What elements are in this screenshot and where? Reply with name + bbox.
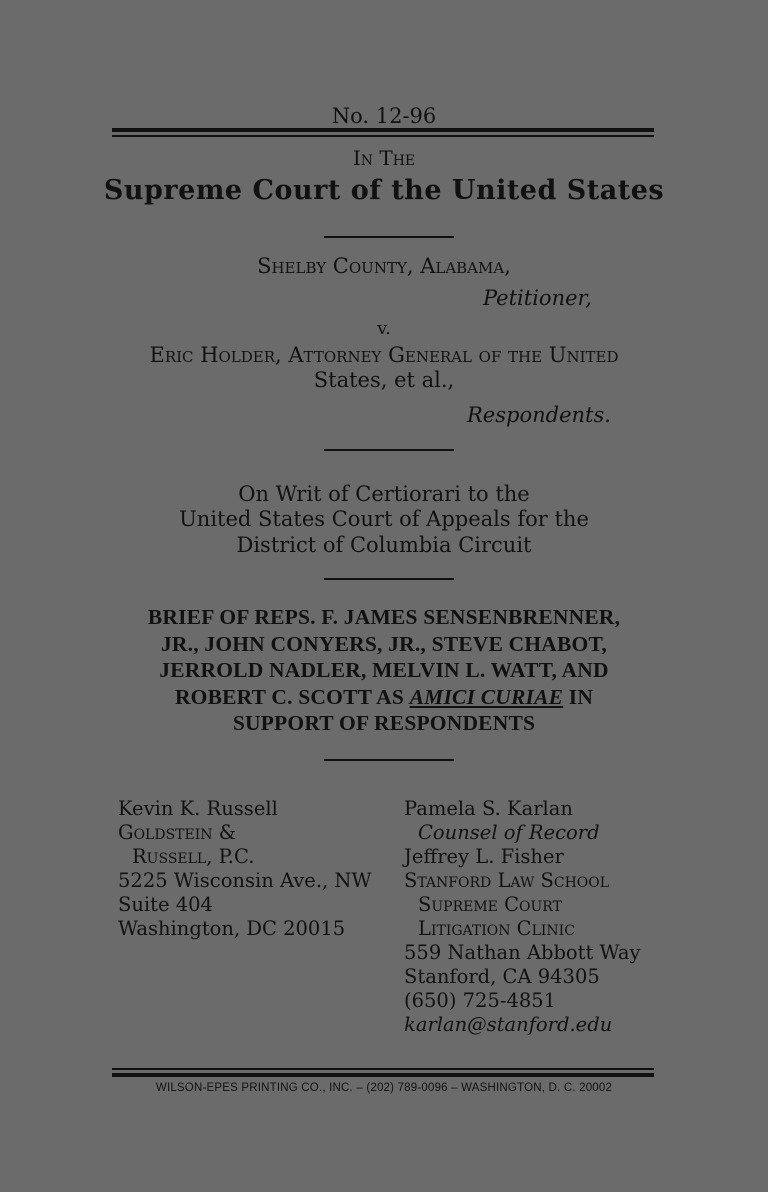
- top-rule-thick: [112, 128, 654, 132]
- brief-title-line4-pre: ROBERT C. SCOTT AS: [174, 684, 410, 709]
- petitioner-role: Petitioner,: [483, 286, 592, 310]
- bottom-rule-thick: [112, 1073, 654, 1077]
- writ-line1: On Writ of Certiorari to the: [238, 482, 530, 506]
- brief-title-line4: [0, 684, 768, 711]
- counsel-right-name: Pamela S. Karlan: [404, 797, 573, 820]
- counsel-right-clinic2: Litigation Clinic: [418, 917, 575, 940]
- court-name: Supreme Court of the United States: [103, 175, 665, 206]
- versus: v.: [377, 318, 391, 339]
- brief-title-line4-post: IN: [563, 684, 594, 709]
- respondent-role: Respondents.: [467, 403, 611, 427]
- brief-title-line1: BRIEF OF REPS. F. JAMES SENSENBRENNER,: [147, 605, 621, 629]
- counsel-right-email[interactable]: karlan@stanford.edu: [404, 1013, 613, 1036]
- counsel-left-suite: Suite 404: [118, 893, 213, 916]
- court-prefix: In The: [352, 146, 416, 170]
- counsel-right-phone: (650) 725-4851: [404, 989, 557, 1012]
- counsel-right-street: 559 Nathan Abbott Way: [404, 941, 641, 964]
- amici-curiae: AMICI CURIAE: [409, 684, 564, 709]
- counsel-left: [118, 797, 372, 941]
- respondent-name: Eric Holder, Attorney General of the United: [149, 343, 619, 367]
- divider-4: [324, 759, 454, 761]
- bottom-rule-thin: [112, 1068, 654, 1070]
- respondent-line1: [0, 343, 768, 368]
- docket-number: No. 12-96: [331, 104, 437, 128]
- brief-title: [0, 604, 768, 737]
- divider-1: [324, 236, 454, 238]
- brief-title-line2: JR., JOHN CONYERS, JR., STEVE CHABOT,: [160, 631, 608, 656]
- respondent-line2: States, et al.,: [313, 368, 455, 392]
- printer-line: WILSON-EPES PRINTING CO., INC. – (202) 789-0096 – WASHINGTON, D. C. 20002: [155, 1082, 613, 1094]
- counsel-left-firm1: Goldstein &: [118, 821, 237, 844]
- divider-2: [324, 449, 454, 451]
- brief-title-line3: JERROLD NADLER, MELVIN L. WATT, AND: [159, 658, 609, 682]
- top-rule-thin: [112, 135, 654, 137]
- writ-line3: District of Columbia Circuit: [236, 533, 532, 557]
- brief-title-line5: SUPPORT OF RESPONDENTS: [232, 711, 536, 735]
- divider-3: [324, 578, 454, 580]
- counsel-left-name: Kevin K. Russell: [118, 797, 278, 820]
- counsel-right-clinic1: Supreme Court: [418, 893, 562, 916]
- counsel-right-city: Stanford, CA 94305: [404, 965, 600, 988]
- counsel-left-street: 5225 Wisconsin Ave., NW: [118, 869, 372, 892]
- counsel-right-school: Stanford Law School: [404, 869, 610, 892]
- counsel-left-firm2: Russell, P.C.: [132, 845, 255, 868]
- counsel-right: [404, 797, 641, 1037]
- writ-line2: United States Court of Appeals for the: [179, 507, 589, 531]
- counsel-of-record: Counsel of Record: [418, 821, 600, 844]
- petitioner-name: Shelby County, Alabama,: [257, 254, 511, 278]
- counsel-left-city: Washington, DC 20015: [118, 917, 346, 940]
- counsel-right-name2: Jeffrey L. Fisher: [404, 845, 564, 868]
